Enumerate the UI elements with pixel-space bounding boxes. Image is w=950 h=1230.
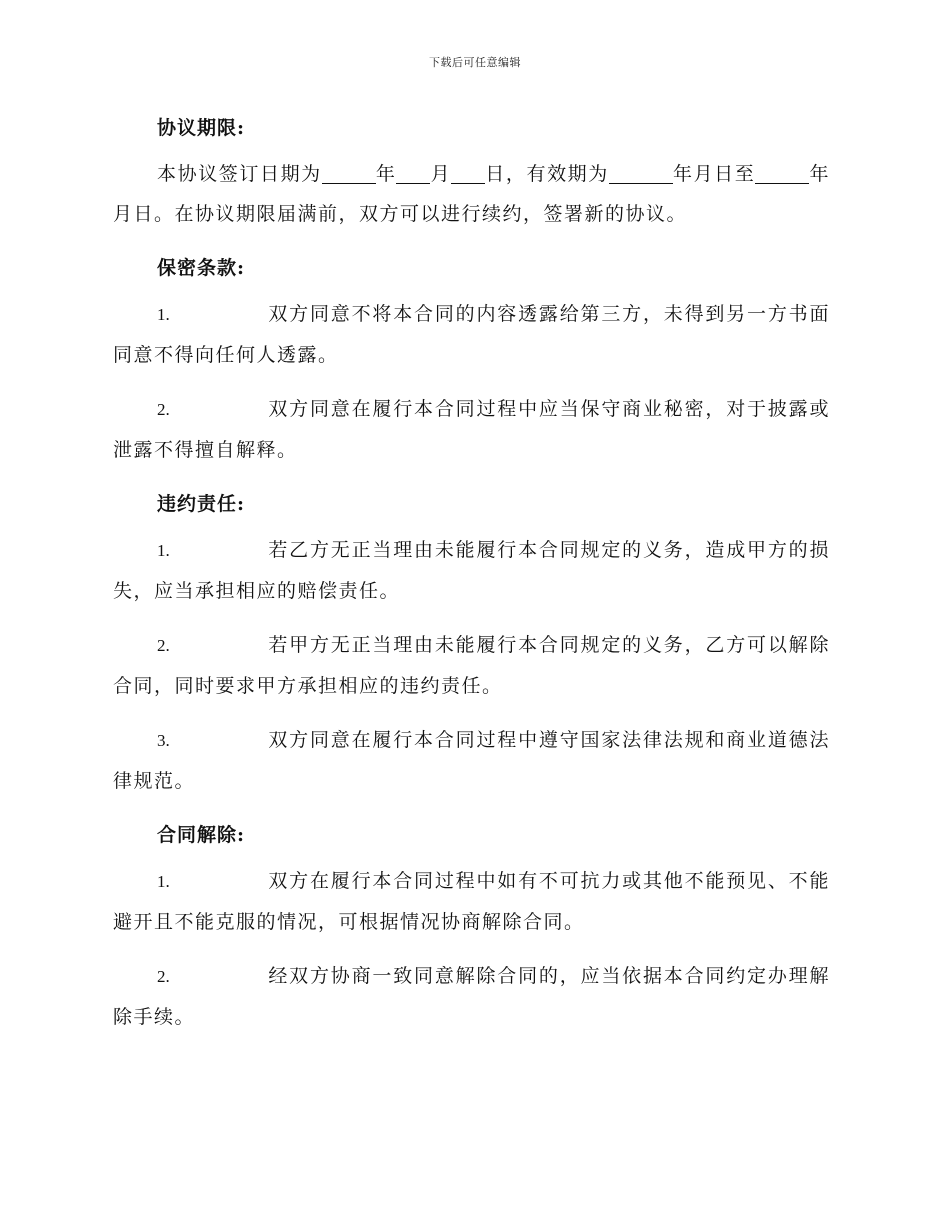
item-number: 2. xyxy=(157,400,170,419)
list-item xyxy=(113,956,830,1037)
blank-line xyxy=(451,161,485,184)
term-paragraph xyxy=(113,154,830,234)
section-title: 违约责任: xyxy=(157,493,246,515)
section-term xyxy=(113,108,830,234)
item-number: 1. xyxy=(157,872,170,891)
list-item xyxy=(113,625,830,706)
section-title: 保密条款: xyxy=(157,257,246,279)
page-header: 下载后可任意编辑 xyxy=(429,56,521,69)
item-number: 2. xyxy=(157,967,170,986)
blank-line xyxy=(609,161,673,184)
text-segment: 年 xyxy=(375,163,397,185)
item-text: 双方在履行本合同过程中如有不可抗力或其他不能预见、不能避开且不能克服的情况，可根据情况协商解除合同。 xyxy=(113,870,830,933)
blank-line xyxy=(322,161,376,184)
blank-line xyxy=(396,161,430,184)
item-number: 1. xyxy=(157,541,170,560)
list-item xyxy=(113,720,830,801)
blank-line xyxy=(755,161,809,184)
section-termination xyxy=(113,815,830,1037)
document-body xyxy=(113,108,830,1051)
item-text: 经双方协商一致同意解除合同的，应当依据本合同约定办理解除手续。 xyxy=(113,965,830,1028)
text-segment: 本协议签订日期为 xyxy=(157,163,322,185)
section-title: 协议期限: xyxy=(157,117,246,139)
section-title: 合同解除: xyxy=(157,824,246,846)
text-segment: 年月日至 xyxy=(672,163,756,185)
item-number: 1. xyxy=(157,305,170,324)
item-text: 双方同意在履行本合同过程中应当保守商业秘密，对于披露或泄露不得擅自解释。 xyxy=(113,398,830,461)
item-number: 3. xyxy=(157,731,170,750)
text-segment: 月 xyxy=(430,163,452,185)
item-text: 若甲方无正当理由未能履行本合同规定的义务，乙方可以解除合同，同时要求甲方承担相应的违约责任。 xyxy=(113,634,830,697)
item-text: 若乙方无正当理由未能履行本合同规定的义务，造成甲方的损失，应当承担相应的赔偿责任。 xyxy=(113,539,830,602)
list-item xyxy=(113,861,830,942)
section-liability xyxy=(113,484,830,801)
section-confidentiality xyxy=(113,248,830,470)
text-segment: 年月日。在协议期限届满前，双方可以进行续约，签署新的协议。 xyxy=(113,163,830,225)
text-segment: 日，有效期为 xyxy=(485,163,609,185)
item-number: 2. xyxy=(157,636,170,655)
list-item xyxy=(113,530,830,611)
item-text: 双方同意在履行本合同过程中遵守国家法律法规和商业道德法律规范。 xyxy=(113,729,830,792)
item-text: 双方同意不将本合同的内容透露给第三方，未得到另一方书面同意不得向任何人透露。 xyxy=(113,303,830,366)
list-item xyxy=(113,389,830,470)
list-item xyxy=(113,294,830,375)
